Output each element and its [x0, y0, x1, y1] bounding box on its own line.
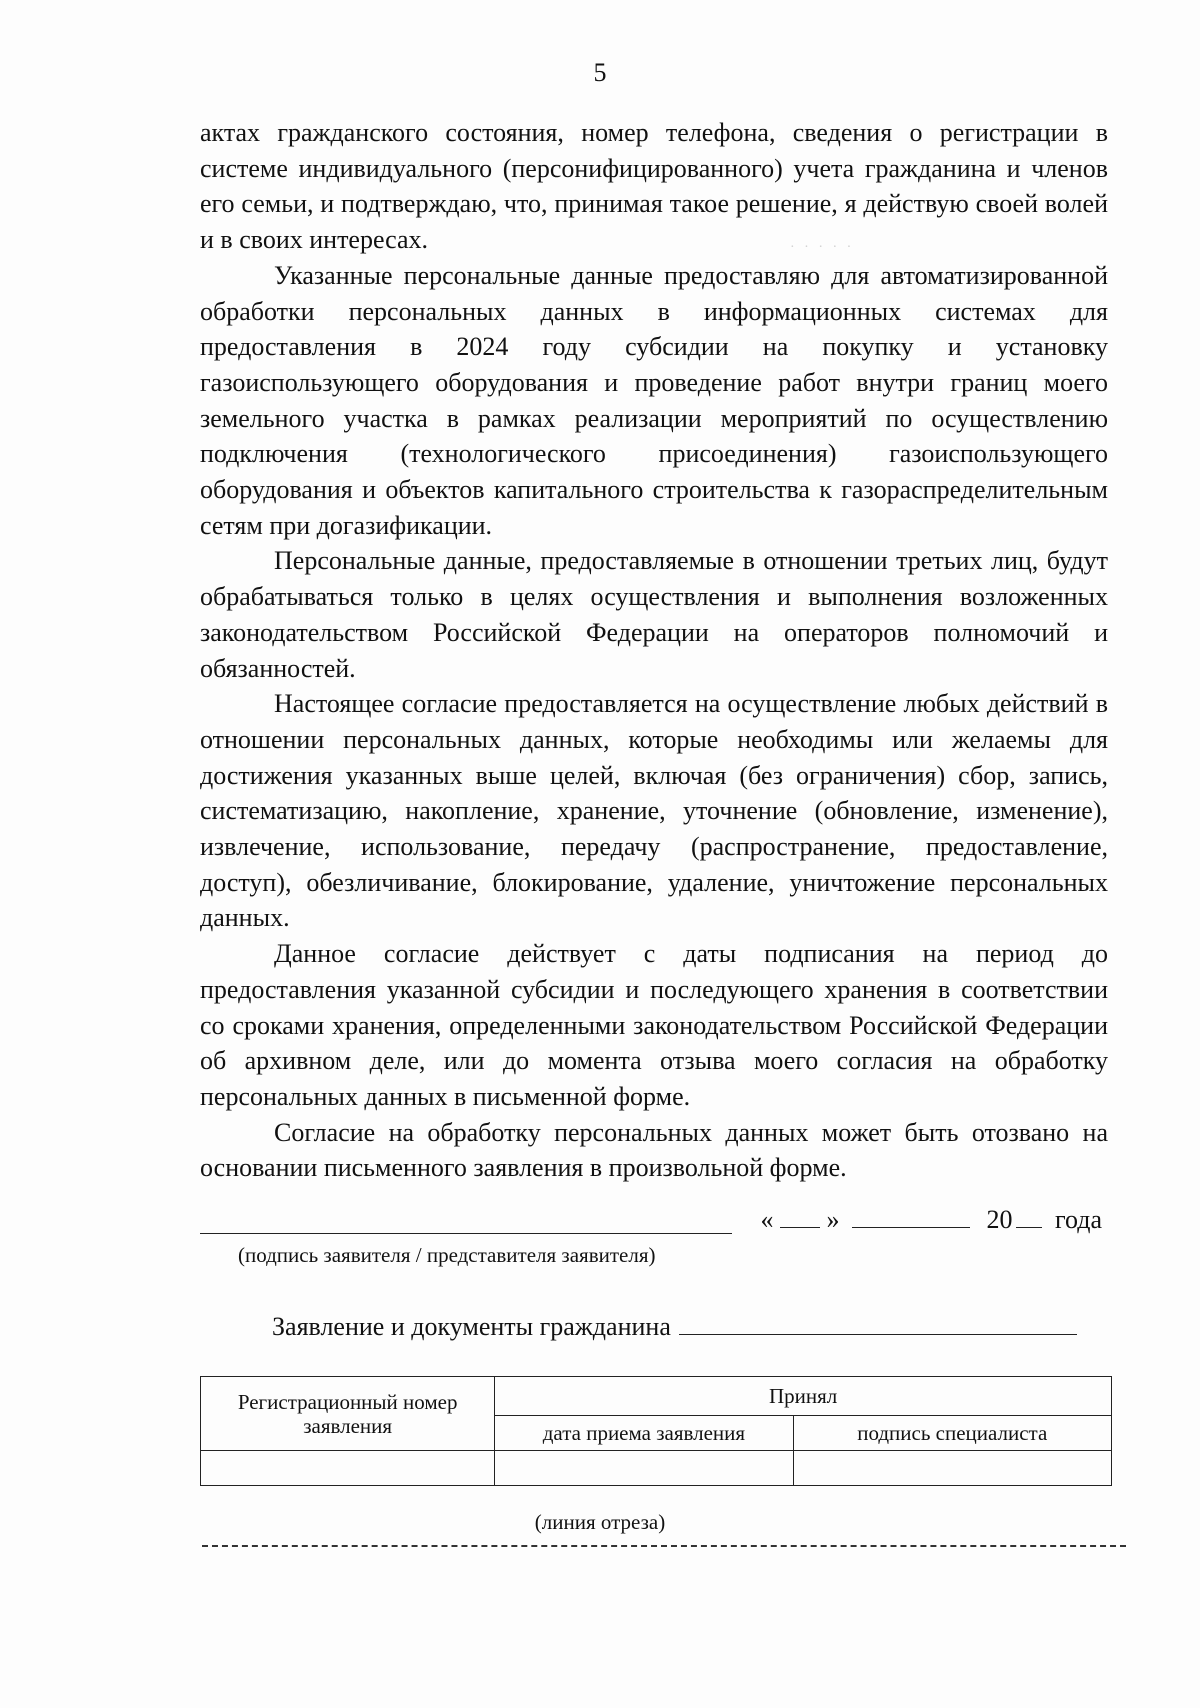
- year-prefix: 20: [986, 1205, 1013, 1234]
- date-field: [760, 1203, 1102, 1235]
- receipt-date-header: дата приема заявления: [495, 1416, 793, 1451]
- signature-caption: (подпись заявителя / представителя заявителя): [238, 1243, 656, 1267]
- year-field[interactable]: [1016, 1203, 1042, 1228]
- signature-field[interactable]: [200, 1233, 732, 1234]
- registration-number-cell[interactable]: [201, 1451, 495, 1486]
- paragraph-actions: Настоящее согласие предоставляется на осуществление любых действий в отношении персональных данных, которые необходимы или желаемы для достижения указанных выше целей, включая (без ограничения) сбор, запись, систематизацию, накопление, хранение, уточнение (обновление, изменение), извлечение, использование, передачу (распространение, предоставление, доступ), обезличивание, блокирование, удаление, уничтожение персональных данных.: [200, 689, 1108, 933]
- day-field[interactable]: [780, 1203, 820, 1228]
- signature-row: [200, 1203, 1108, 1239]
- paragraph-validity: Данное согласие действует с даты подписания на период до предоставления указанной субсидии и последующего хранения в соответствии со сроками хранения, определенными законодательством Российской Федерации об архивном деле, или до момента отзыва моего согласия на обработку персональных данных в письменной форме.: [200, 939, 1108, 1111]
- statement-label: Заявление и документы гражданина: [272, 1312, 671, 1341]
- registration-number-header: Регистрационный номер заявления: [201, 1377, 495, 1451]
- month-field[interactable]: [852, 1203, 970, 1228]
- receipt-date-cell[interactable]: [495, 1451, 793, 1486]
- paragraph-third-parties: Персональные данные, предоставляемые в отношении третьих лиц, будут обрабатываться только в целях осуществления и выполнения возложенных законодательством Российской Федерации на операторов полномочий и обязанностей.: [200, 546, 1108, 683]
- cut-line: [202, 1545, 1126, 1547]
- close-quote: »: [826, 1205, 840, 1234]
- citizen-name-field[interactable]: [679, 1310, 1077, 1335]
- paragraph-purpose: Указанные персональные данные предоставляю для автоматизированной обработки персональных данных в информационных системах для предоставления в 2024 году субсидии на покупку и установку газоиспользующего оборудования и проведение работ внутри границ моего земельного участка в рамках реализации мероприятий по осуществлению подключения (технологического присоединения) газоиспользующего оборудования и объектов капитального строительства к газораспределительным сетям при догазификации.: [200, 260, 1108, 540]
- year-suffix: года: [1054, 1205, 1102, 1234]
- consent-text: [200, 115, 1108, 1186]
- registration-table: [200, 1376, 1112, 1486]
- open-quote: «: [760, 1205, 774, 1234]
- cut-line-caption: (линия отреза): [534, 1510, 666, 1534]
- scan-smudge: · · · · ·: [790, 240, 855, 255]
- statement-row: [272, 1310, 1077, 1342]
- accepted-header: Принял: [495, 1377, 1112, 1416]
- paragraph-revocation: Согласие на обработку персональных данных может быть отозвано на основании письменного заявления в произвольной форме.: [200, 1117, 1108, 1183]
- specialist-signature-header: подпись специалиста: [793, 1416, 1111, 1451]
- specialist-signature-cell[interactable]: [793, 1451, 1111, 1486]
- paragraph-continuation: актах гражданского состояния, номер телефона, сведения о регистрации в системе индивидуального (персонифицированного) учета гражданина и членов его семьи, и подтверждаю, что, принимая такое решение, я действую своей волей и в своих интересах.: [200, 118, 1108, 255]
- page-number: 5: [593, 58, 607, 87]
